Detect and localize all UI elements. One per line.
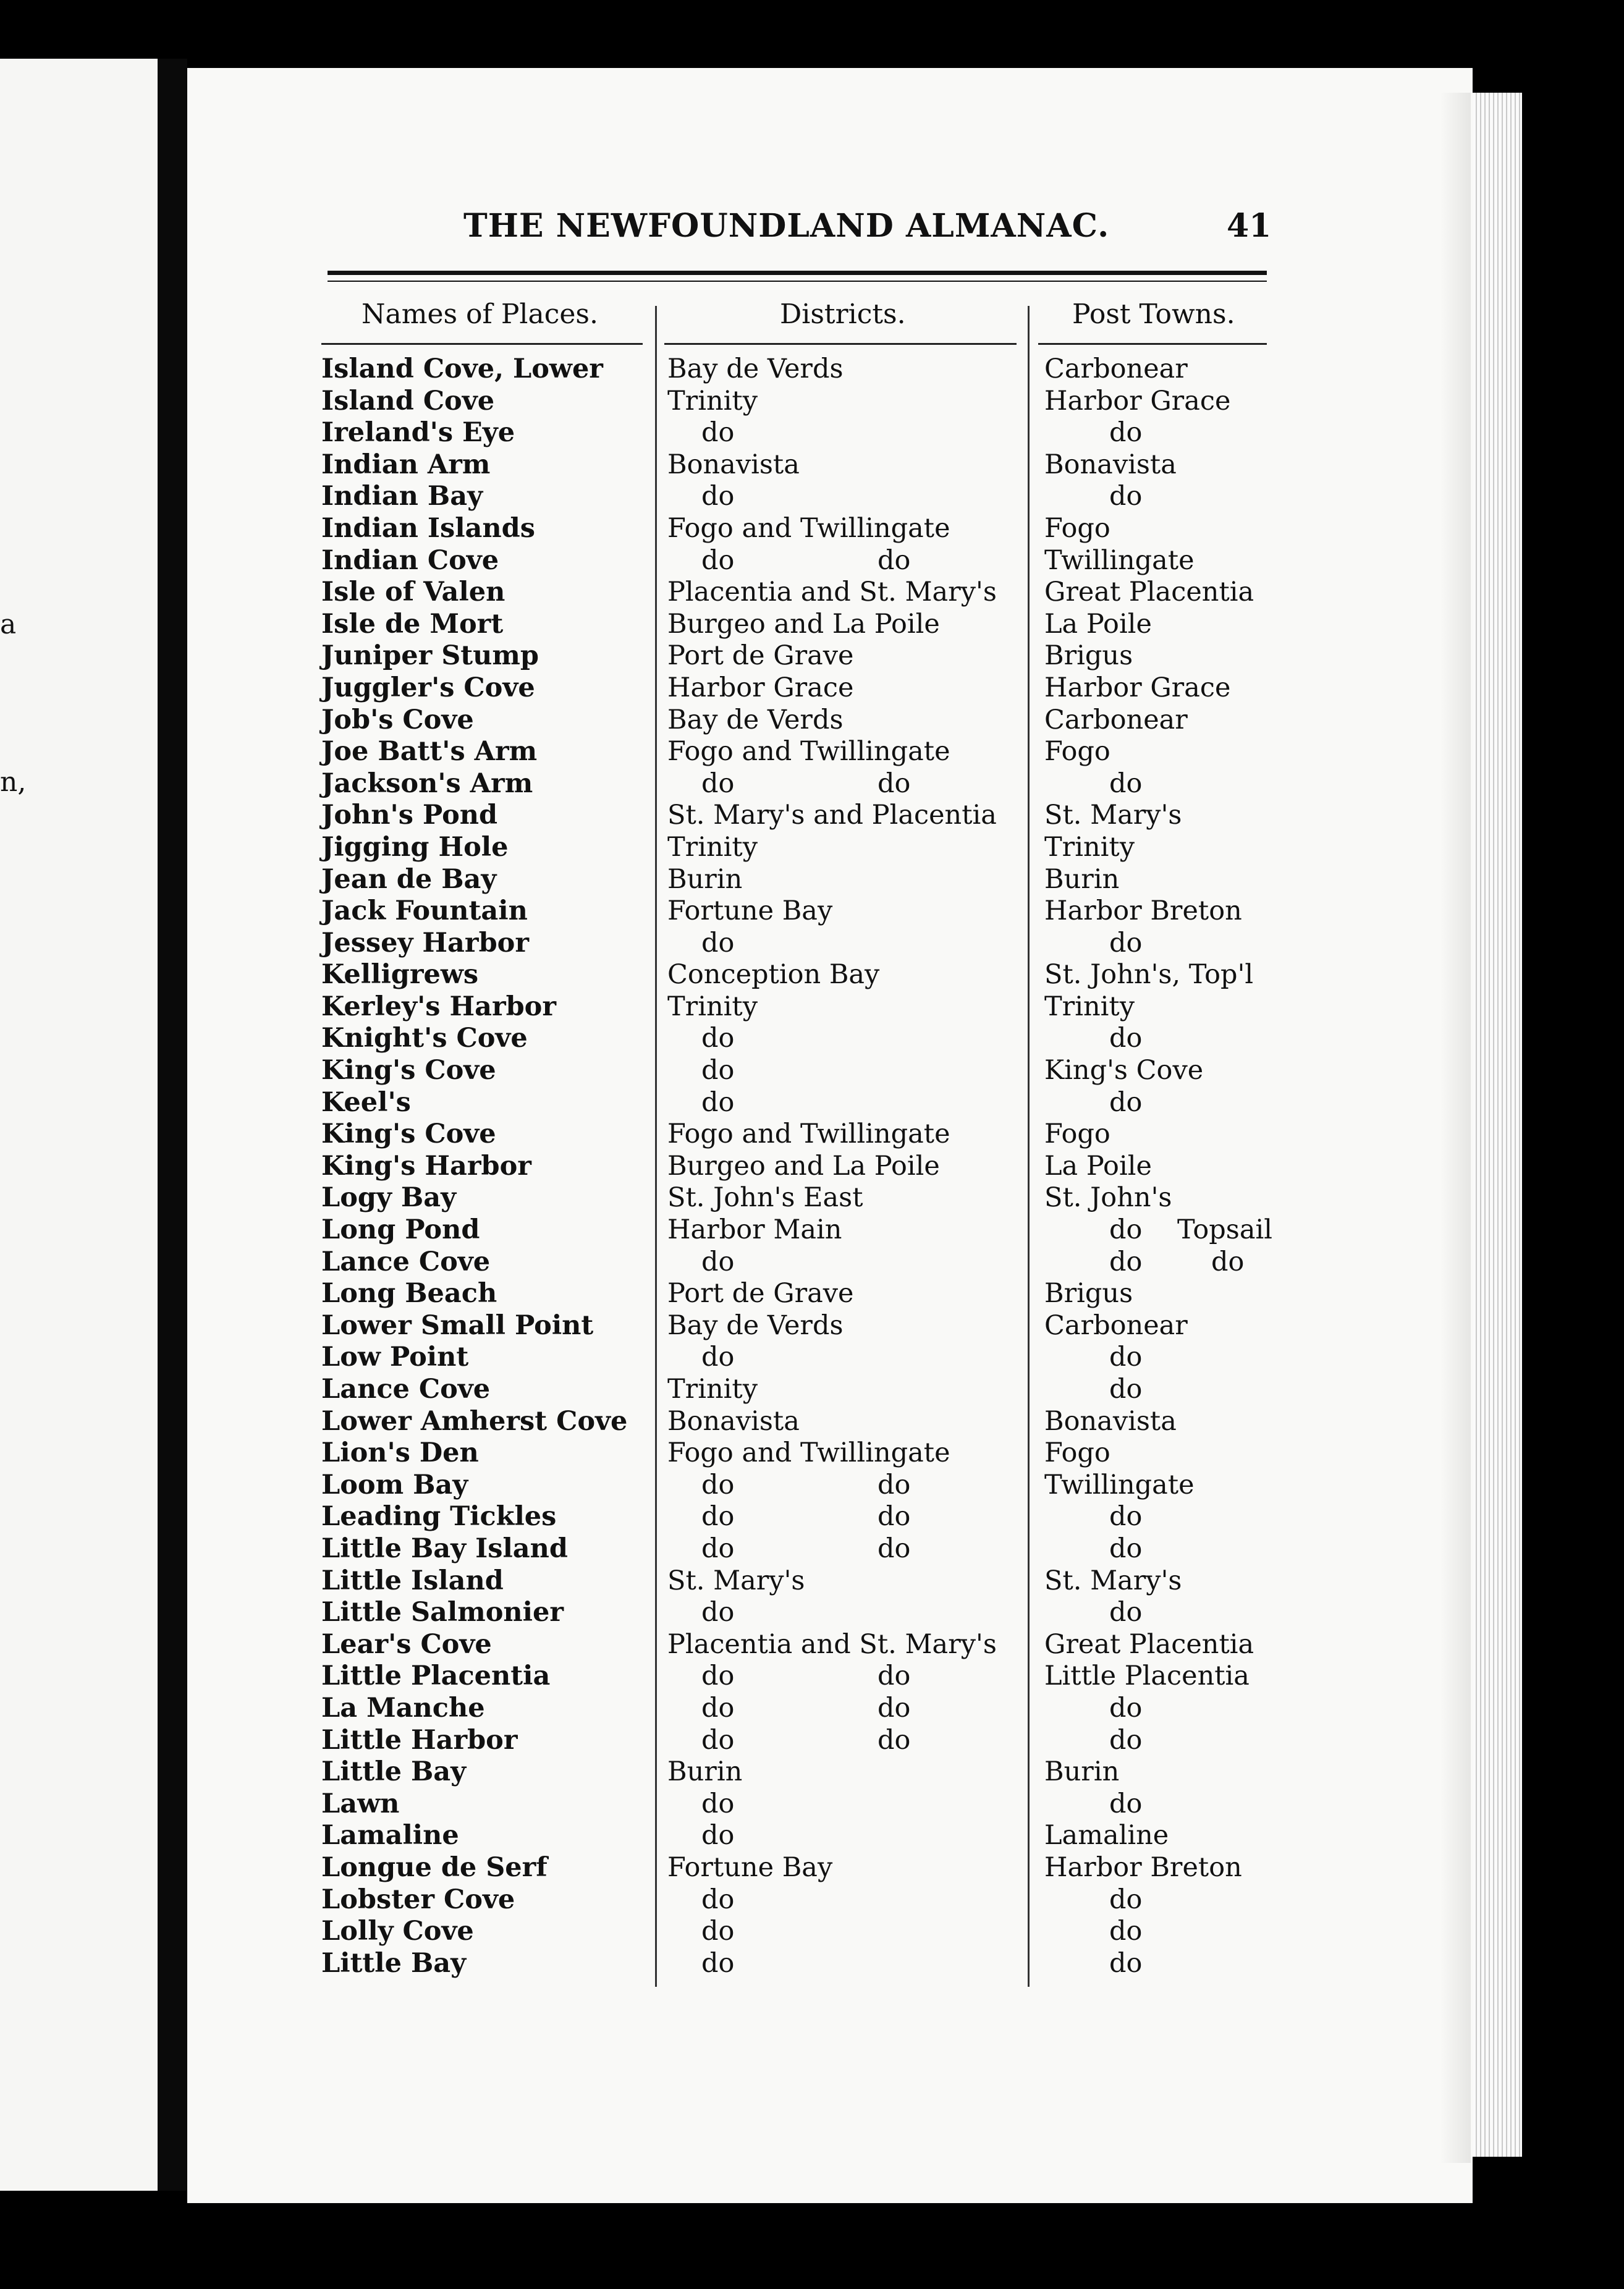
district-cell: Port de Grave: [667, 1278, 854, 1310]
margin-mark: a: [0, 609, 17, 640]
district-cell: Port de Grave: [667, 640, 854, 672]
district-cell: do: [701, 1501, 735, 1533]
post-town-cell: do: [1109, 1342, 1143, 1373]
district-cell: Bonavista: [667, 449, 800, 480]
place-cell: Little Bay: [321, 1947, 467, 1979]
column-header-places: Names of Places.: [362, 298, 598, 330]
table-row: [0, 800, 1624, 832]
district-cell-second: do: [878, 1724, 911, 1756]
post-town-cell: do: [1109, 1884, 1143, 1915]
table-row: [0, 1023, 1624, 1055]
table-row: [0, 959, 1624, 991]
place-cell: Lamaline: [321, 1820, 459, 1851]
district-cell-second: do: [878, 1533, 911, 1564]
district-cell: Placentia and St. Mary's: [667, 1628, 997, 1660]
table-row: [0, 1565, 1624, 1597]
table-row: [0, 1629, 1624, 1661]
post-town-cell: Fogo: [1044, 1437, 1110, 1469]
table-row: [0, 1948, 1624, 1980]
table-row: [0, 1470, 1624, 1502]
district-cell: do: [701, 544, 735, 576]
table-row: [0, 1246, 1624, 1279]
post-town-cell: St. Mary's: [1044, 800, 1182, 831]
post-town-cell: Brigus: [1044, 640, 1133, 672]
column-header-districts: Districts.: [780, 298, 906, 330]
place-cell: Lobster Cove: [321, 1884, 515, 1915]
table-row: [0, 1597, 1624, 1629]
place-cell: Little Island: [321, 1565, 504, 1596]
place-cell: Little Harbor: [321, 1724, 518, 1756]
district-cell: do: [701, 1916, 735, 1947]
place-cell: Long Beach: [321, 1278, 497, 1310]
district-cell: Fogo and Twillingate: [667, 1437, 950, 1469]
page-number: 41: [1227, 207, 1272, 245]
district-cell: Fogo and Twillingate: [667, 736, 950, 768]
district-cell: do: [701, 1661, 735, 1692]
table-row: [0, 1501, 1624, 1533]
place-cell: Jackson's Arm: [321, 768, 533, 799]
post-town-cell: La Poile: [1044, 1150, 1152, 1182]
place-cell: Leading Tickles: [321, 1501, 557, 1533]
post-town-cell: do: [1109, 1501, 1143, 1533]
post-town-cell: Harbor Breton: [1044, 895, 1242, 927]
district-cell: Bay de Verds: [667, 1310, 844, 1341]
district-cell: Fogo and Twillingate: [667, 512, 950, 544]
post-town-cell: do: [1109, 1086, 1143, 1118]
place-cell: Isle of Valen: [321, 577, 505, 608]
place-cell: Lance Cove: [321, 1246, 491, 1277]
place-cell: Jack Fountain: [321, 895, 528, 927]
district-cell: do: [701, 1055, 735, 1086]
place-cell: Isle de Mort: [321, 608, 504, 640]
table-row: [0, 1406, 1624, 1438]
table-row: [0, 1151, 1624, 1183]
district-cell: St. Mary's: [667, 1565, 805, 1596]
post-town-cell: Fogo: [1044, 1119, 1110, 1150]
post-town-cell: Harbor Breton: [1044, 1851, 1242, 1883]
district-cell: do: [701, 1342, 735, 1373]
table-row: [0, 928, 1624, 960]
table-row: [0, 1374, 1624, 1406]
post-town-cell: Lamaline: [1044, 1820, 1169, 1851]
place-cell: Long Pond: [321, 1214, 480, 1246]
post-town-cell: Carbonear: [1044, 1310, 1188, 1341]
district-cell: Conception Bay: [667, 959, 880, 991]
header-rule-thick: [328, 271, 1267, 275]
column-header-post-towns: Post Towns.: [1072, 298, 1235, 330]
almanac-title: THE NEWFOUNDLAND ALMANAC.: [463, 207, 1110, 245]
table-row: [0, 1661, 1624, 1693]
table-row: [0, 991, 1624, 1023]
post-town-cell: Burin: [1044, 1756, 1120, 1788]
place-cell: Longue de Serf: [321, 1851, 548, 1883]
district-cell-second: do: [878, 1469, 911, 1500]
place-cell: Little Bay: [321, 1756, 467, 1788]
district-cell-second: do: [878, 544, 911, 576]
table-row: [0, 1725, 1624, 1757]
table-row: [0, 1916, 1624, 1948]
post-town-cell-second: Topsail: [1177, 1214, 1272, 1246]
post-town-cell: Great Placentia: [1044, 1628, 1254, 1660]
district-cell: do: [701, 1023, 735, 1054]
post-town-cell: Fogo: [1044, 512, 1110, 544]
post-town-cell: do: [1109, 1788, 1143, 1819]
table-row: [0, 481, 1624, 513]
table-row: [0, 577, 1624, 609]
district-cell: do: [701, 768, 735, 799]
district-cell: St. John's East: [667, 1182, 863, 1214]
post-town-cell: do: [1109, 1724, 1143, 1756]
table-row: [0, 545, 1624, 577]
district-cell: Bay de Verds: [667, 353, 844, 384]
place-cell: Island Cove, Lower: [321, 353, 603, 384]
table-row: [0, 1119, 1624, 1151]
table-row: [0, 609, 1624, 641]
post-town-cell: do: [1109, 927, 1143, 958]
place-cell: Knight's Cove: [321, 1023, 528, 1054]
district-cell: do: [701, 1246, 735, 1277]
district-cell: Burin: [667, 863, 743, 895]
place-cell: Ireland's Eye: [321, 417, 515, 449]
place-cell: Indian Bay: [321, 481, 483, 512]
table-row: [0, 1310, 1624, 1342]
post-town-cell: Carbonear: [1044, 353, 1188, 384]
post-town-cell: Trinity: [1044, 991, 1135, 1022]
post-town-cell: do: [1109, 1947, 1143, 1979]
place-cell: Jessey Harbor: [321, 927, 529, 958]
post-town-cell: Brigus: [1044, 1278, 1133, 1310]
post-town-cell: do: [1109, 1023, 1143, 1054]
district-cell: do: [701, 1692, 735, 1724]
post-town-cell: Trinity: [1044, 831, 1135, 863]
district-cell: do: [701, 1947, 735, 1979]
table-row: [0, 1533, 1624, 1565]
post-town-cell: do: [1109, 1374, 1143, 1405]
post-town-cell: do: [1109, 1246, 1143, 1277]
district-cell: Fortune Bay: [667, 1851, 833, 1883]
district-cell: do: [701, 1788, 735, 1819]
district-cell: St. Mary's and Placentia: [667, 800, 997, 831]
table-row: [0, 1852, 1624, 1884]
table-row: [0, 513, 1624, 545]
post-town-cell: do: [1109, 1214, 1143, 1246]
place-cell: Job's Cove: [321, 704, 474, 735]
post-town-cell: do: [1109, 768, 1143, 799]
place-cell: Logy Bay: [321, 1182, 457, 1214]
table-row: [0, 1884, 1624, 1916]
table-row: [0, 1055, 1624, 1087]
post-town-cell-second: do: [1211, 1246, 1245, 1277]
post-town-cell: Harbor Grace: [1044, 385, 1231, 417]
post-town-cell: Bonavista: [1044, 1405, 1177, 1437]
district-cell: do: [701, 481, 735, 512]
table-row: [0, 1437, 1624, 1470]
post-town-cell: St. John's: [1044, 1182, 1172, 1214]
district-cell: Trinity: [667, 991, 758, 1022]
place-cell: Kerley's Harbor: [321, 991, 557, 1022]
district-cell: Fogo and Twillingate: [667, 1119, 950, 1150]
table-row: [0, 1182, 1624, 1214]
post-town-cell: do: [1109, 1597, 1143, 1628]
post-town-cell: La Poile: [1044, 608, 1152, 640]
header-rule-thin: [328, 281, 1267, 282]
post-town-cell: do: [1109, 1533, 1143, 1564]
post-town-cell: Great Placentia: [1044, 577, 1254, 608]
district-cell: Bay de Verds: [667, 704, 844, 735]
district-cell: Fortune Bay: [667, 895, 833, 927]
table-row: [0, 1756, 1624, 1788]
post-town-cell: Carbonear: [1044, 704, 1188, 735]
post-town-cell: do: [1109, 481, 1143, 512]
place-cell: Little Salmonier: [321, 1597, 564, 1628]
place-cell: Island Cove: [321, 385, 495, 417]
place-cell: King's Cove: [321, 1119, 496, 1150]
place-cell: King's Harbor: [321, 1150, 531, 1182]
district-cell-second: do: [878, 1692, 911, 1724]
table-row: [0, 1820, 1624, 1852]
place-cell: King's Cove: [321, 1055, 496, 1086]
header-underline-places: [321, 343, 643, 345]
district-cell: Burgeo and La Poile: [667, 608, 940, 640]
post-town-cell: Fogo: [1044, 736, 1110, 768]
post-town-cell: St. Mary's: [1044, 1565, 1182, 1596]
post-town-cell: do: [1109, 1692, 1143, 1724]
post-town-cell: Harbor Grace: [1044, 672, 1231, 703]
places-table: [0, 353, 1624, 1979]
header-underline-districts: [664, 343, 1017, 345]
district-cell: Placentia and St. Mary's: [667, 577, 997, 608]
district-cell: do: [701, 1724, 735, 1756]
table-row: [0, 1087, 1624, 1119]
post-town-cell: Little Placentia: [1044, 1661, 1250, 1692]
table-row: [0, 1788, 1624, 1821]
district-cell: do: [701, 1086, 735, 1118]
table-row: [0, 832, 1624, 864]
place-cell: Indian Cove: [321, 544, 499, 576]
district-cell: Harbor Grace: [667, 672, 854, 703]
table-row: [0, 386, 1624, 418]
post-town-cell: King's Cove: [1044, 1055, 1204, 1086]
place-cell: Lance Cove: [321, 1374, 491, 1405]
place-cell: Indian Arm: [321, 449, 491, 480]
table-row: [0, 864, 1624, 896]
table-row: [0, 704, 1624, 737]
district-cell: do: [701, 1884, 735, 1915]
post-town-cell: Twillingate: [1044, 1469, 1195, 1500]
table-row: [0, 1693, 1624, 1725]
post-town-cell: Burin: [1044, 863, 1120, 895]
place-cell: Keel's: [321, 1086, 411, 1118]
district-cell: Bonavista: [667, 1405, 800, 1437]
district-cell-second: do: [878, 768, 911, 799]
place-cell: Indian Islands: [321, 512, 535, 544]
place-cell: Loom Bay: [321, 1469, 468, 1500]
place-cell: Lolly Cove: [321, 1916, 474, 1947]
table-row: [0, 672, 1624, 704]
district-cell: Harbor Main: [667, 1214, 842, 1246]
place-cell: Joe Batt's Arm: [321, 736, 538, 768]
place-cell: Little Placentia: [321, 1661, 551, 1692]
district-cell: Burin: [667, 1756, 743, 1788]
place-cell: Lion's Den: [321, 1437, 479, 1469]
table-row: [0, 895, 1624, 928]
district-cell: do: [701, 927, 735, 958]
place-cell: Little Bay Island: [321, 1533, 568, 1564]
place-cell: Low Point: [321, 1342, 469, 1373]
place-cell: Juggler's Cove: [321, 672, 535, 703]
table-row: [0, 736, 1624, 768]
post-town-cell: Bonavista: [1044, 449, 1177, 480]
district-cell: Burgeo and La Poile: [667, 1150, 940, 1182]
place-cell: Lear's Cove: [321, 1628, 492, 1660]
district-cell: do: [701, 1820, 735, 1851]
district-cell-second: do: [878, 1501, 911, 1533]
place-cell: Juniper Stump: [321, 640, 539, 672]
table-row: [0, 449, 1624, 481]
place-cell: Jigging Hole: [321, 831, 509, 863]
district-cell: do: [701, 1469, 735, 1500]
table-row: [0, 1342, 1624, 1374]
district-cell: Trinity: [667, 385, 758, 417]
post-town-cell: St. John's, Top'l: [1044, 959, 1254, 991]
table-row: [0, 640, 1624, 672]
district-cell: Trinity: [667, 831, 758, 863]
place-cell: La Manche: [321, 1692, 485, 1724]
district-cell: Trinity: [667, 1374, 758, 1405]
table-row: [0, 768, 1624, 800]
place-cell: Lawn: [321, 1788, 400, 1819]
district-cell: do: [701, 1597, 735, 1628]
table-row: [0, 417, 1624, 449]
place-cell: John's Pond: [321, 800, 498, 831]
table-row: [0, 1278, 1624, 1310]
header-underline-post-towns: [1038, 343, 1267, 345]
place-cell: Kelligrews: [321, 959, 479, 991]
place-cell: Lower Small Point: [321, 1310, 594, 1341]
post-town-cell: Twillingate: [1044, 544, 1195, 576]
post-town-cell: do: [1109, 417, 1143, 449]
post-town-cell: do: [1109, 1916, 1143, 1947]
place-cell: Lower Amherst Cove: [321, 1405, 628, 1437]
table-row: [0, 1214, 1624, 1246]
place-cell: Jean de Bay: [321, 863, 497, 895]
district-cell-second: do: [878, 1661, 911, 1692]
margin-mark: n,: [0, 766, 27, 798]
district-cell: do: [701, 417, 735, 449]
table-row: [0, 353, 1624, 386]
district-cell: do: [701, 1533, 735, 1564]
